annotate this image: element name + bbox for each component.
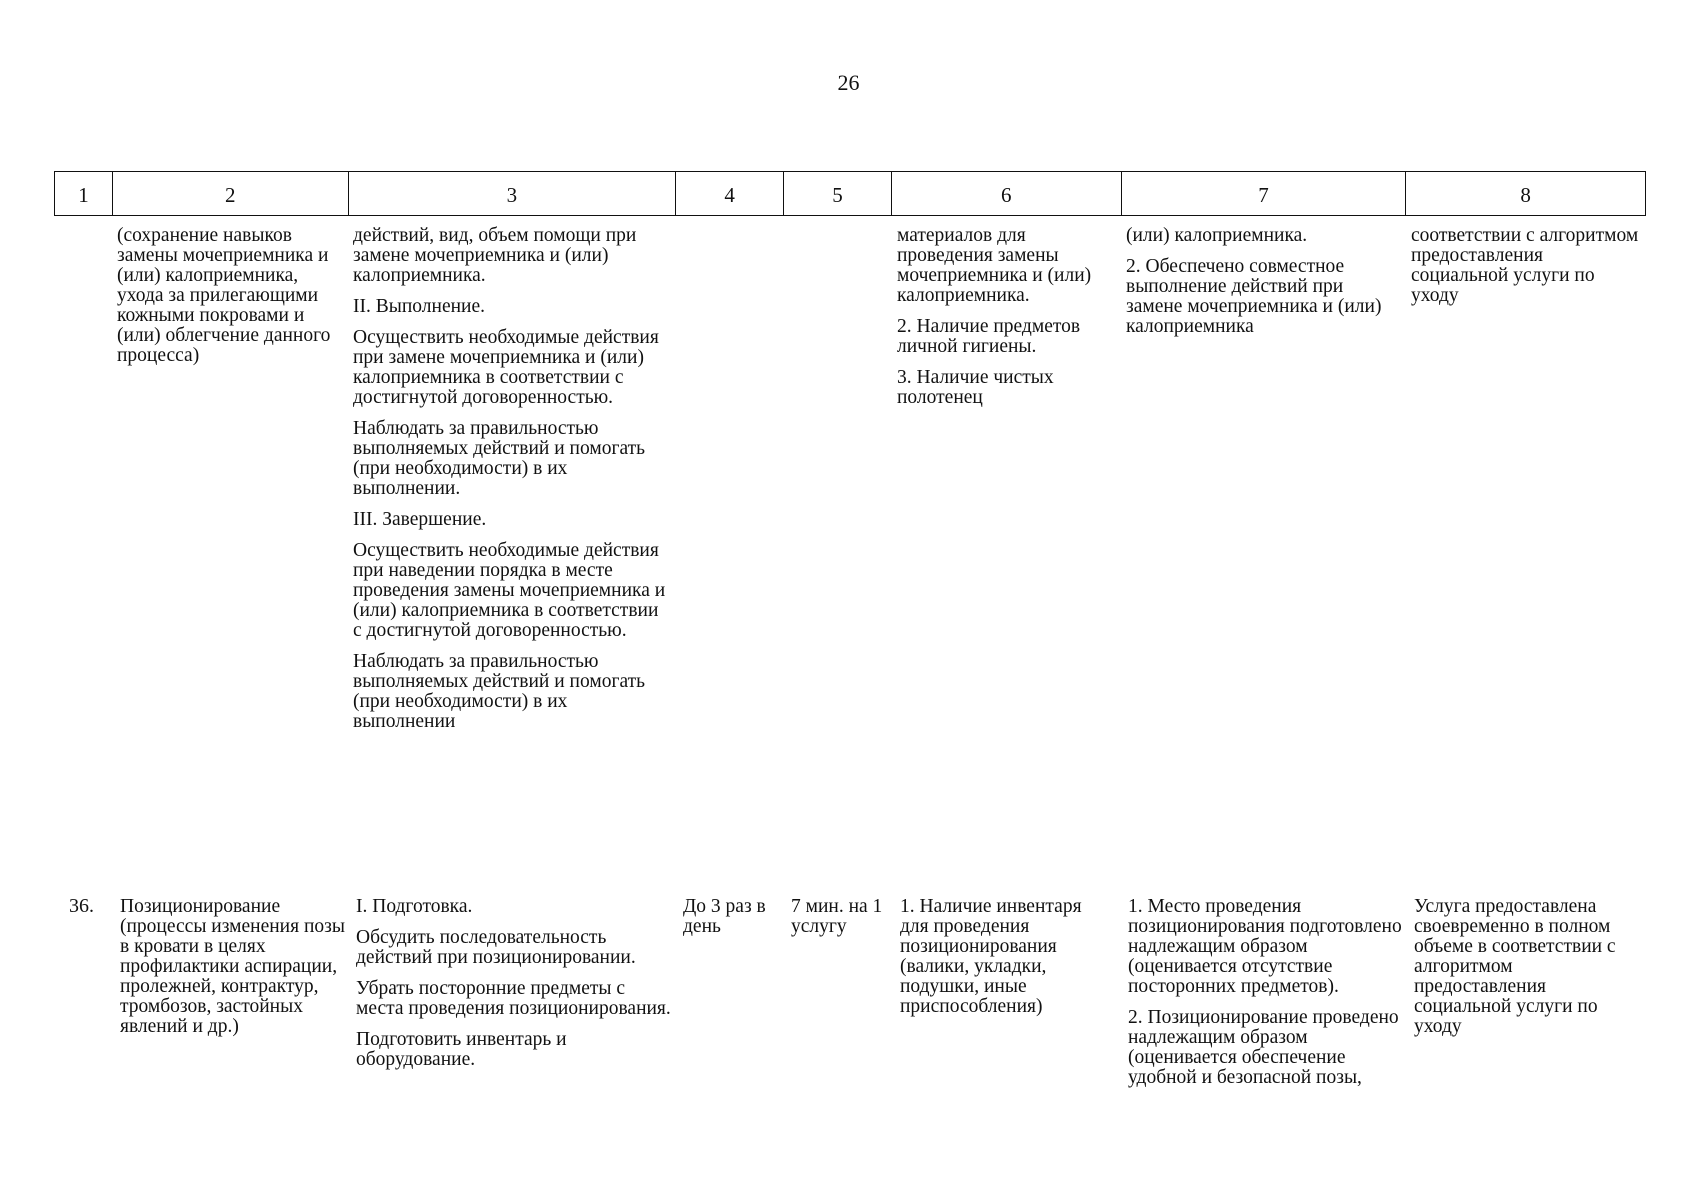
- cont-col3-p3: Наблюдать за правильностью выполняемых действий и помогать (при необходимости) в их выполнении.: [353, 418, 646, 499]
- cont-col2-text: (сохранение навыков замены мочеприемника и (или) калоприемника, ухода за прилегающими кожными покровами и (или) облегчение данного процесса): [117, 225, 331, 366]
- header-col-8: 8: [1520, 183, 1531, 207]
- row36-col6-p0: 1. Наличие инвентаря для проведения позиционирования (валики, укладки, подушки, иные приспособления): [900, 896, 1082, 1017]
- cont-col3: [353, 226, 668, 743]
- header-col-3: 3: [349, 172, 677, 215]
- row36-col2-p0: Позиционирование (процессы изменения позы в кровати в целях профилактики аспирации, пролежней, контрактур, тромбозов, застойных явлений и др.): [120, 896, 345, 1037]
- row36-col7-p1: 2. Позиционирование проведено надлежащим образом (оценивается обеспечение удобной и безопасной позы,: [1128, 1007, 1399, 1088]
- cont-col6: [897, 226, 1115, 419]
- cont-col7: [1126, 226, 1402, 348]
- row36-col7-p0: 1. Место проведения позиционирования подготовлено надлежащим образом (оценивается отсутствие посторонних предметов).: [1128, 896, 1402, 997]
- row36-col3: [356, 897, 676, 1081]
- row36-number: 36.: [69, 895, 94, 917]
- cont-col6-p0: материалов для проведения замены мочеприемника и (или) калоприемника.: [897, 225, 1092, 306]
- cont-col8: [1411, 226, 1641, 317]
- row36-col4-p0: До 3 раз в день: [683, 896, 766, 937]
- row36-col7: [1128, 897, 1404, 1099]
- header-col-2: 2: [113, 172, 349, 215]
- row36-col5: [791, 897, 891, 948]
- cont-col3-p1: II. Выполнение.: [353, 296, 485, 317]
- row36-col3-p3: Подготовить инвентарь и оборудование.: [356, 1029, 567, 1070]
- row36-col3-p0: I. Подготовка.: [356, 896, 473, 917]
- cont-col3-p6: Наблюдать за правильностью выполняемых действий и помогать (при необходимости) в их выполнении: [353, 651, 646, 732]
- cont-col3-p2: Осуществить необходимые действия при замене мочеприемника и (или) калоприемника в соответствии с достигнутой договоренностью.: [353, 327, 659, 408]
- row36-col5-p0: 7 мин. на 1 услугу: [791, 896, 883, 937]
- header-col-1: 1: [55, 172, 113, 215]
- cont-col3-p5: Осуществить необходимые действия при наведении порядка в месте проведения замены мочеприемника и (или) калоприемника в соответствии с достигнутой договоренностью.: [353, 540, 666, 641]
- page-number: 26: [837, 70, 860, 95]
- table-header-row: [54, 171, 1646, 216]
- cont-col7-p0: (или) калоприемника.: [1126, 225, 1308, 246]
- header-col-4: 4: [676, 172, 784, 215]
- cont-col6-p2: 3. Наличие чистых полотенец: [897, 367, 1054, 408]
- header-col-5: 5: [784, 172, 892, 215]
- cont-col6-p1: 2. Наличие предметов личной гигиены.: [897, 316, 1081, 357]
- cont-col3-p0: действий, вид, объем помощи при замене мочеприемника и (или) калоприемника.: [353, 225, 637, 286]
- cont-col3-p4: III. Завершение.: [353, 509, 487, 530]
- row36-col3-p2: Убрать посторонние предметы с места проведения позиционирования.: [356, 978, 671, 1019]
- row36-col4: [683, 897, 783, 948]
- row36-col2: [120, 897, 345, 1048]
- header-col-6: 6: [892, 172, 1122, 215]
- cont-col7-p1: 2. Обеспечено совместное выполнение действий при замене мочеприемника и (или) калоприемника: [1126, 256, 1382, 337]
- row36-col8-p0: Услуга предоставлена своевременно в полном объеме в соответствии с алгоритмом предоставления социальной услуги по уходу: [1414, 896, 1616, 1037]
- row36-col8: [1414, 897, 1644, 1048]
- row36-col3-p1: Обсудить последовательность действий при позиционировании.: [356, 927, 636, 968]
- cont-col8-p0: соответствии с алгоритмом предоставления социальной услуги по уходу: [1411, 225, 1639, 306]
- header-col-7: 7: [1122, 172, 1407, 215]
- cont-col2: [117, 226, 342, 377]
- row36-col6: [900, 897, 1115, 1028]
